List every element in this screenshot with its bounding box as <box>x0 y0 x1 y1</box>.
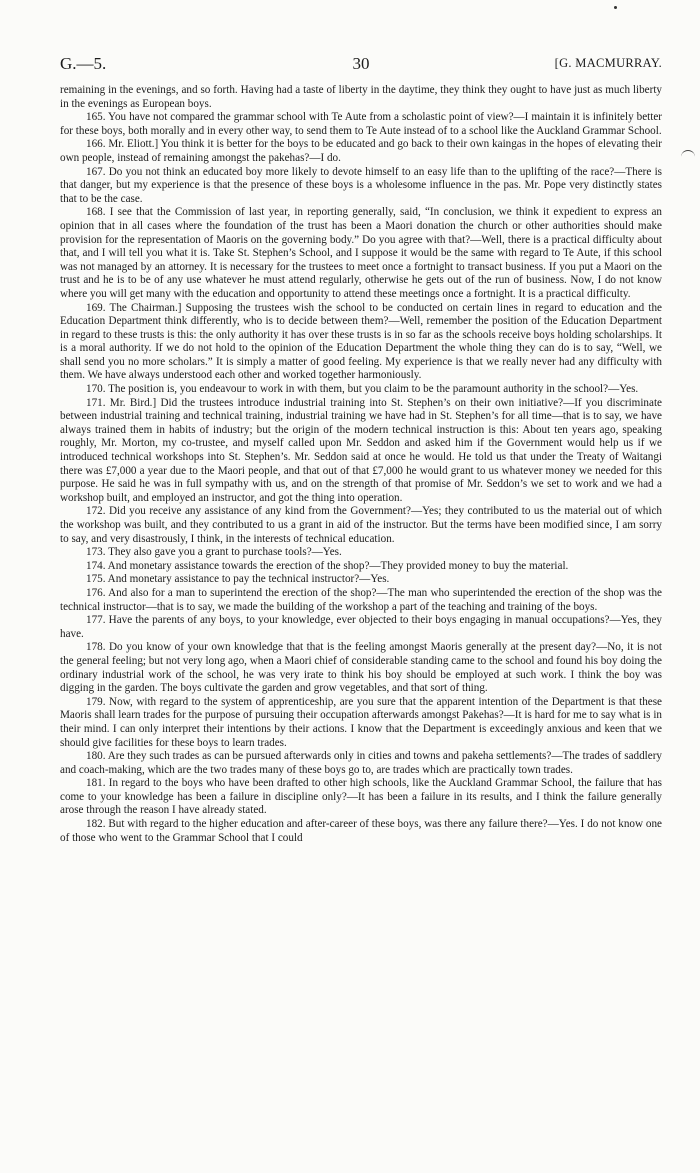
paragraph: 177. Have the parents of any boys, to your knowledge, ever objected to their boys engaging in manual occupations?—Yes, they have. <box>60 614 662 640</box>
paragraph: 173. They also gave you a grant to purchase tools?—Yes. <box>86 546 342 559</box>
paragraph: 168. I see that the Commission of last year, in reporting generally, said, “In conclusion, we think it expedient to express an opinion that in all cases where the foundation of the trust has been a Maori donation the church or other authorities should make provision for the representation of Maoris on the governing body.” Do you agree with that?—Well, there is a practical difficulty about that, and I will tell you what it is. Take St. Stephen’s School, and I suppose it would be the same with regard to Te Aute, if this school was not managed by an attorney. It is necessary for the trustees to meet once a fortnight to transact business. If you put a Maori on the trust and he is to be of any use whatever he must attend regularly, otherwise he gets out of the run of business. Now, I do not know where you will get many with the education and opportunity to attend these meetings once a fortnight. It is a practical difficulty. <box>60 206 662 300</box>
paragraph: 176. And also for a man to superintend the erection of the shop?—The man who superintended the erection of the shop was the technical instructor—that is to say, we made the building of the workshop a part of the teaching and training of the boys. <box>60 586 662 613</box>
print-speck <box>614 6 617 9</box>
page-header <box>60 54 662 76</box>
paragraph: 171. Mr. Bird.] Did the trustees introduce industrial training into St. Stephen’s on their own initiative?—If you discriminate between industrial training and technical training, industrial training we have had in St. Stephen’s for all time—that is to say, we have always trained them in habits of industry; but the origin of the modern technical instruction is this: About ten years ago, speaking roughly, Mr. Morton, my co-trustee, and myself called upon Mr. Seddon and asked him if the Government would help us if we introduced technical workshops into St. Stephen’s. Mr. Seddon said at once he would. He told us that under the Treaty of Waitangi there was £7,000 a year due to the Maori people, and that out of that £7,000 he would grant to us whatever money we needed for this purpose. He said he was in full sympathy with us, and on the strength of that promise of Mr. Seddon’s we set to work and we had a workshop built, and employed an instructor, and got the thing into operation. <box>60 396 662 504</box>
paragraph: remaining in the evenings, and so forth. Having had a taste of liberty in the daytime, they think they ought to have just as much liberty in the evenings as European boys. <box>60 84 662 110</box>
page-number: 30 <box>352 54 370 73</box>
paragraph: 180. Are they such trades as can be pursued afterwards only in cities and towns and pakeha settlements?—The trades of saddlery and coach-making, which are the two trades many of these boys go to, are trades which are practically town trades. <box>60 750 662 776</box>
paragraph: 166. Mr. Eliott.] You think it is better for the boys to be educated and go back to their own kaingas in the hopes of elevating their own people, instead of remaining amongst the pakehas?—I do. <box>60 138 662 164</box>
paragraph: 170. The position is, you endeavour to work in with them, but you claim to be the paramount authority in the school?—Yes. <box>86 383 639 396</box>
paragraph: 178. Do you know of your own knowledge that that is the feeling amongst Maoris generally at the present day?—No, it is not the general feeling; but not very long ago, when a Maori chief of considerable standing came to the school and found his boy doing the ordinary industrial work of the school, he was very irate to think his boy should be employed at such work. I think the boy was digging in the garden. The boys cultivate the garden and grow vegetables, and that sort of thing. <box>60 641 662 695</box>
paragraph: 179. Now, with regard to the system of apprenticeship, are you sure that the apparent intention of the Department is that these Maoris shall learn trades for the purpose of pursuing their occupation afterwards amongst Pakehas?—It is hard for me to say what is in their mind. I can only interpret their intentions by their actions. I know that the Department is exceedingly anxious and keen that we should give facilities for these boys to learn trades. <box>60 695 662 749</box>
document-reference: G.—5. <box>60 54 107 73</box>
paragraph: 167. Do you not think an educated boy more likely to devote himself to an easy life than to the uplifting of the race?—There is that danger, but my experience is that the presence of these boys is a wholesome influence in the pas. Mr. Pope very distinctly states that to be the case. <box>60 165 662 205</box>
paragraph: 172. Did you receive any assistance of any kind from the Government?—Yes; they contributed to us the material out of which the workshop was built, and they contributed to us a grant in aid of the instructor. But the terms have been modified since, I am sorry to say, and very disastrously, I think, in the interests of technical education. <box>60 505 662 545</box>
paragraph: 165. You have not compared the grammar school with Te Aute from a scholastic point of view?—I maintain it is infinitely better for these boys, both morally and in every other way, to send them to Te Aute instead of to a school like the Auckland Grammar School. <box>60 111 662 137</box>
paragraph: 174. And monetary assistance towards the erection of the shop?—They provided money to buy the material. <box>86 559 569 572</box>
margin-pencil-mark <box>681 150 695 159</box>
witness-name: [G. MACMURRAY. <box>554 56 662 70</box>
paragraph: 181. In regard to the boys who have been drafted to other high schools, like the Auckland Grammar School, the failure that has come to your knowledge has been a failure in discipline only?—It has been a failure in its results, and I think the failure generally arose through the reason I have already stated. <box>60 777 662 817</box>
paragraph: 169. The Chairman.] Supposing the trustees wish the school to be conducted on certain lines in regard to education and the Education Department think differently, who is to decide between them?—Well, remember the position of the Education Department in regard to these trusts is this: the only authority it has over these trusts is in so far as the schools receive boys holding scholarships. It is a moral authority. If we do not hold to the opinion of the Education Department the whole thing they can do is to say, “Well, we shall send you no more scholars.” It is simply a matter of good feeling. My experience is that we really never had any difficulty with them. We have always understood each other and worked together harmoniously. <box>60 301 662 382</box>
testimony-body <box>60 84 662 845</box>
paragraph: 175. And monetary assistance to pay the technical instructor?—Yes. <box>86 573 390 586</box>
paragraph: 182. But with regard to the higher education and after-career of these boys, was there any failure there?—Yes. I do not know one of those who went to the Grammar School that I could <box>60 818 662 844</box>
